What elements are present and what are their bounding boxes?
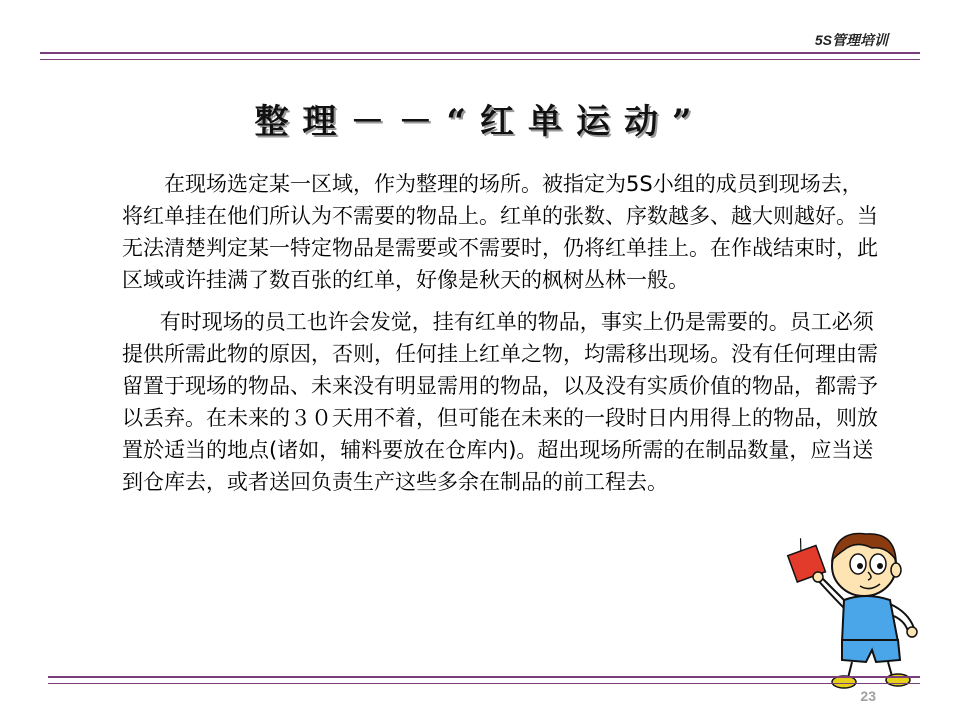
cartoon-boy-holding-red-tag-icon [786,520,926,690]
paragraph-2: 有时现场的员工也许会发觉，挂有红单的物品，事实上仍是需要的。员工必须提供所需此物的原因，否则，任何挂上红单之物，均需移出现场。没有任何理由需留置于现场的物品、未来没有明显需用的物品，以及没有实质价值的物品，都需予以丢弃。在未来的３０天用不着，但可能在未来的一段时日内用得上的物品，则放置於适当的地点(诸如，辅料要放在仓库内)。超出现场所需的在制品数量，应当送到仓库去，或者送回负责生产这些多余在制品的前工程去。 [122,310,878,494]
paragraph-1: 在现场选定某一区域，作为整理的场所。被指定为5S小组的成员到现场去，将红单挂在他们所认为不需要的物品上。红单的张数、序数越多、越大则越好。当无法清楚判定某一特定物品是需要或不需要时，仍将红单挂上。在作战结束时，此区域或许挂满了数百张的红单，好像是秋天的枫树丛林一般。 [122,172,878,292]
slide-body [122,168,882,508]
slide-title: 整理－－“红单运动” [254,102,706,142]
page-number: 23 [860,688,876,704]
header-label: 5S管理培训 [814,32,888,48]
bottom-divider [48,676,920,684]
top-divider [40,52,920,60]
